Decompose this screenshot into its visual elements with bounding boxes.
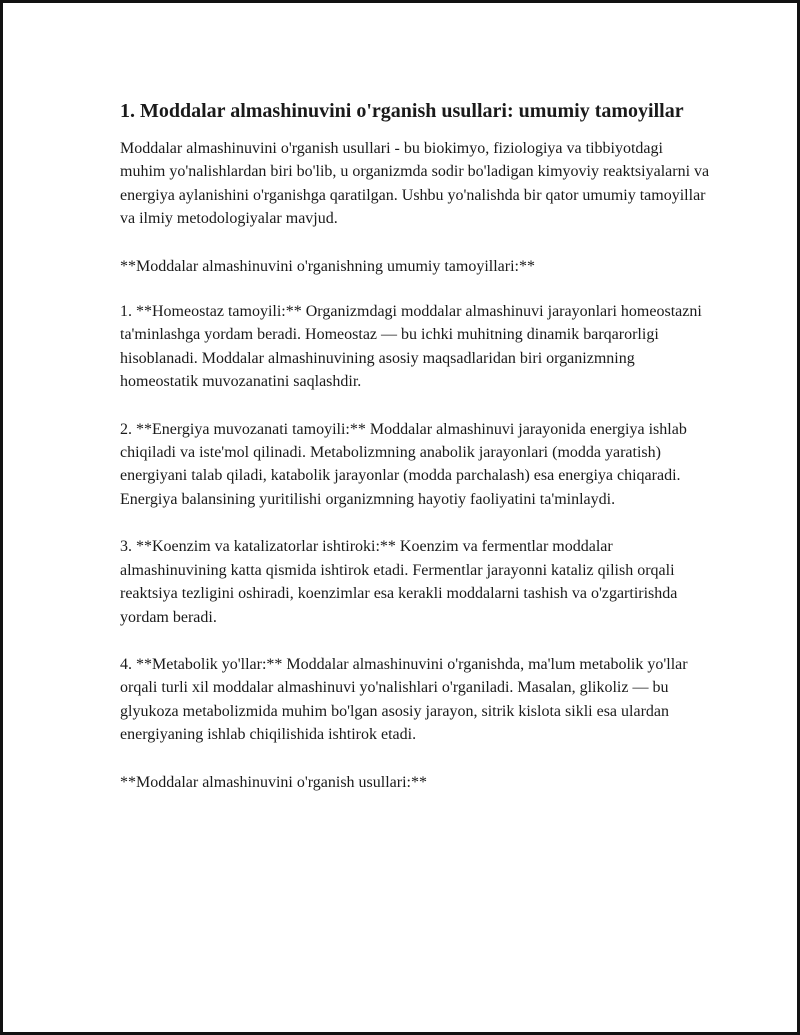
principle-homeostasis: 1. **Homeostaz tamoyili:** Organizmdagi moddalar almashinuvi jarayonlari homeostazni ta'minlashga yordam beradi. Homeostaz — bu ichki muhitning dinamik barqarorligi hisoblanadi. Moddalar almashinuvining asosiy maqsadlaridan biri organizmning homeostatik muvozanatini saqlashdir. bbox=[120, 303, 702, 391]
principle-metabolic-pathways: 4. **Metabolik yo'llar:** Moddalar almashinuvini o'rganishda, ma'lum metabolik yo'llar orqali turli xil moddalar almashinuvi yo'nalishlari o'rganiladi. Masalan, glikoliz — bu glyukoza metabolizmida muhim bo'lgan asosiy jarayon, sitrik kislota sikli esa ulardan energiyaning ishlab chiqilishida ishtirok etadi. bbox=[120, 655, 688, 744]
principles-heading: **Moddalar almashinuvini o'rganishning umumiy tamoyillari:** bbox=[120, 257, 535, 275]
principle-coenzymes: 3. **Koenzim va katalizatorlar ishtiroki:** Koenzim va fermentlar moddalar almashinuvining katta qismida ishtirok etadi. Fermentlar jarayonni kataliz qilish orqali reaktsiya tezligini oshiradi, koenzimlar esa kerakli moddalarni tashish va o'zgartirishda yordam beradi. bbox=[120, 538, 678, 626]
document-body bbox=[120, 97, 710, 816]
document-title: 1. Moddalar almashinuvini o'rganish usullari: umumiy tamoyillar bbox=[120, 100, 684, 122]
principle-energy-balance: 2. **Energiya muvozanati tamoyili:** Moddalar almashinuvi jarayonida energiya ishlab chiqiladi va iste'mol qilinadi. Metabolizmning anabolik jarayonlari (modda yaratish) energiyani talab qiladi, katabolik jarayonlar (modda parchalash) esa energiya chiqaradi. Energiya balansining yuritilishi organizmning hayotiy faoliyatini ta'minlaydi. bbox=[120, 420, 687, 508]
methods-heading: **Moddalar almashinuvini o'rganish usullari:** bbox=[120, 773, 427, 791]
intro-paragraph: Moddalar almashinuvini o'rganish usullari - bu biokimyo, fiziologiya va tibbiyotdagi muhim yo'nalishlardan biri bo'lib, u organizmda sodir bo'ladigan kimyoviy reaktsiyalarni va energiya aylanishini o'rganishga qaratilgan. Ushbu yo'nalishda bir qator umumiy tamoyillar va ilmiy metodologiyalar mavjud. bbox=[120, 140, 710, 228]
